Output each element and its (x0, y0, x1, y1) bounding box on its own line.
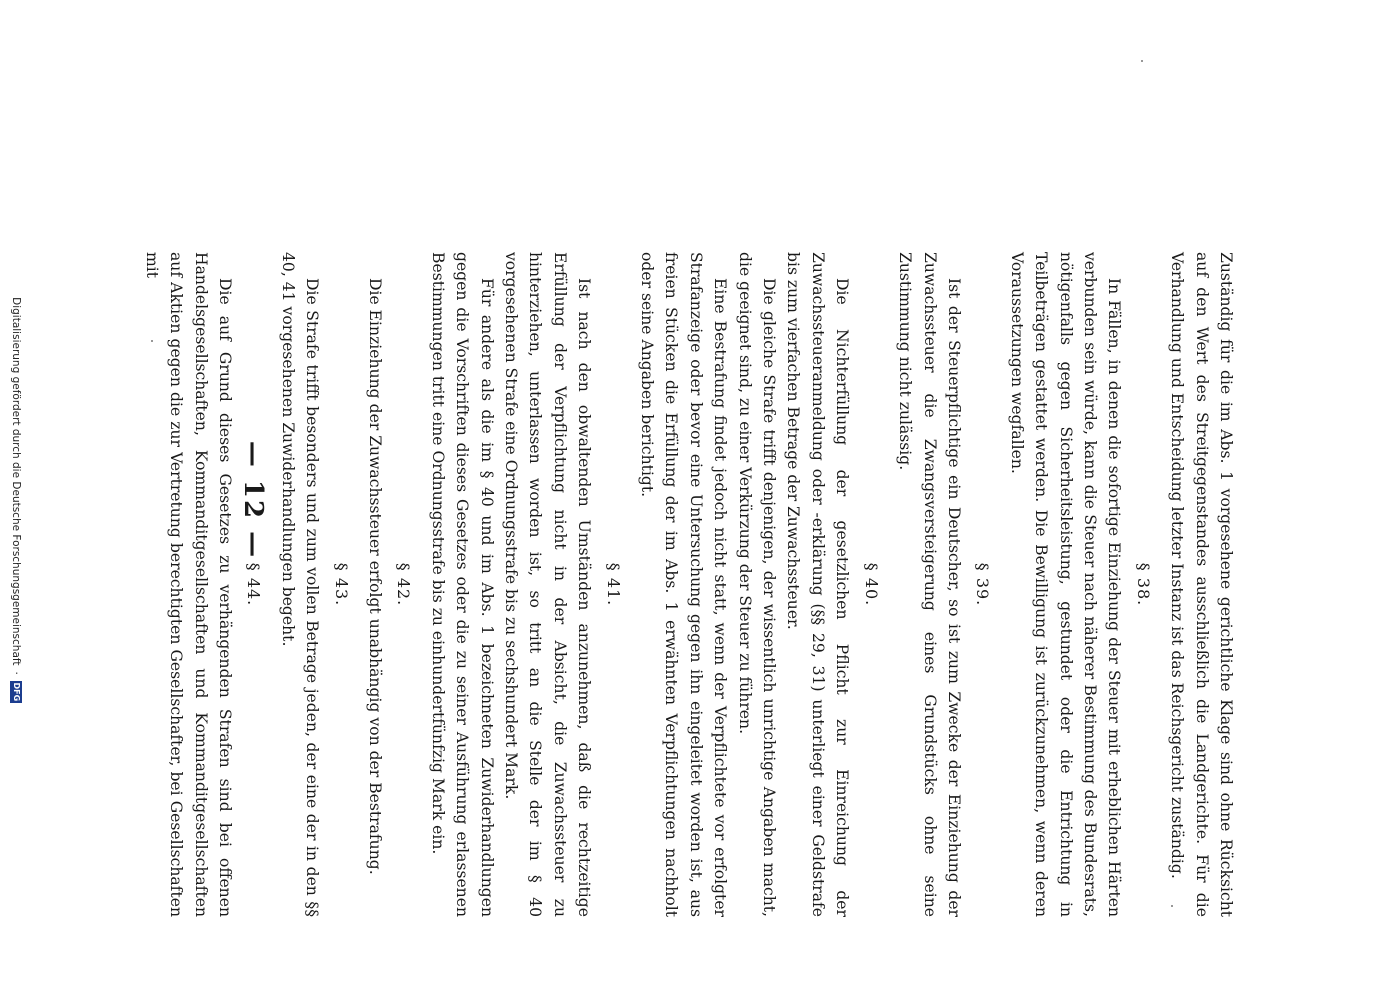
paragraph-40-1: Die Nichterfüllung der gesetzlichen Pflicht zur Einreichung der Zuwachssteueranmeldung oder -erklärung (§§ 29, 31) unterliegt einer Geldstrafe bis zum vierfachen Betrage der Zuwachssteuer. (784, 252, 852, 917)
section-heading-42: § 42. (394, 562, 414, 607)
section-heading-39: § 39. (973, 562, 993, 607)
paragraph-41-2: Für andere als die im § 40 und im Abs. 1 bezeichneten Zuwiderhandlungen gegen die Vorschriften dieses Gesetzes oder die zu seiner Ausführung erlassenen Bestimmungen tritt eine Ordnungsstrafe bis zu einhundertfünfzig Mark ein. (428, 252, 496, 917)
paragraph-38-1: In Fällen, in denen die sofortige Einziehung der Steuer mit erheblichen Härten verbunden sein würde, kann die Steuer nach näherer Bestimmung des Bundesrats, nötigenfalls gegen Sicherheitsleistung, gestundet oder die Entrichtung in Teilbeträgen gestattet werden. Die Bewilligung ist zurückzunehmen, wenn deren Voraussetzungen wegfallen. (1007, 252, 1124, 917)
paragraph-39-1: Ist der Steuerpflichtige ein Deutscher, so ist zum Zwecke der Einziehung der Zuwachssteuer die Zwangsversteigerung eines Grundstücks ohne seine Zustimmung nicht zulässig. (896, 252, 963, 917)
dfg-logo-icon: DFG (12, 682, 21, 702)
footer-credit: Digitalisierung gefördert durch die Deutsche Forschungsgemeinschaft (10, 297, 22, 666)
scan-speck (1171, 905, 1173, 907)
scan-speck (151, 340, 153, 342)
page-number: — 12 — (238, 440, 268, 560)
document-body (139, 252, 1238, 917)
dfg-footer: Digitalisierung gefördert durch die Deutsche Forschungsgemeinschaft · DFG (10, 297, 22, 702)
scan-speck (1141, 60, 1143, 62)
paragraph-41-1: Ist nach den obwaltenden Umständen anzunehmen, daß die rechtzeitige Erfüllung der Verpflichtung nicht in der Absicht, die Zuwachssteuer zu hinterziehen, unterlassen worden ist, so tritt an die Stelle der im § 40 vorgesehenen Strafe eine Ordnungsstrafe bis zu sechshundert Mark. (502, 252, 594, 917)
paragraph-40-3: Eine Bestrafung findet jedoch nicht statt, wenn der Verpflichtete vor erfolgter Strafanzeige oder bevor eine Untersuchung gegen ihn eingeleitet worden ist, aus freien Stücken die Erfüllung der im Abs. 1 erwähnten Verpflichtungen nachholt oder seine Angaben berichtigt. (638, 252, 730, 917)
paragraph-intro: Zuständig für die im Abs. 1 vorgesehene gerichtliche Klage sind ohne Rücksicht auf den Wert des Streitgegenstandes ausschließlich die Landgerichte. Für die Verhandlung und Entscheidung letzter Instanz ist das Reichsgericht zuständig. (1168, 252, 1235, 917)
paragraph-43-1: Die Strafe trifft besonders und zum vollen Betrage jeden, der eine der in den §§ 40, 41 vorgesehenen Zuwiderhandlungen begeht. (278, 252, 322, 917)
paragraph-40-2: Die gleiche Strafe trifft denjenigen, der wissentlich unrichtige Angaben macht, die geeignet sind, zu einer Verkürzung der Steuer zu führen. (735, 252, 779, 917)
section-heading-41: § 41. (603, 562, 623, 607)
section-heading-43: § 43. (331, 562, 351, 607)
section-heading-44: § 44. (244, 562, 264, 607)
paragraph-44-1: Die auf Grund dieses Gesetzes zu verhängenden Strafen sind bei offenen Handelsgesellschaften, Kommanditgesellschaften und Kommanditgesellschaften auf Aktien gegen die zur Vertretung berechtigten Gesellschafter, bei Gesellschaften mit (142, 252, 234, 917)
section-heading-40: § 40. (861, 562, 881, 607)
paragraph-42-1: Die Einziehung der Zuwachssteuer erfolgt unabhängig von der Bestrafung. (366, 278, 384, 875)
section-heading-38: § 38. (1133, 562, 1153, 607)
